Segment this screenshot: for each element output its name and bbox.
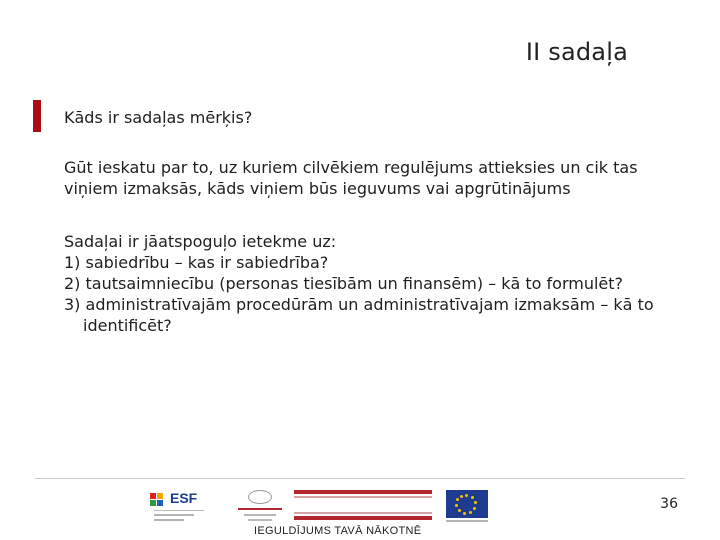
- integration-fund-band: [294, 512, 432, 514]
- program-logo-icon: [248, 490, 272, 504]
- integration-fund-band: [294, 516, 432, 520]
- esf-logo-caption: [154, 510, 204, 521]
- esf-logo: [144, 488, 204, 526]
- impact-item: identificēt?: [83, 316, 172, 335]
- esf-logo-text: ESF: [170, 490, 198, 506]
- integration-fund-band: [294, 490, 432, 494]
- goal-paragraph: Gūt ieskatu par to, uz kuriem cilvēkiem regulējums attieksies un cik tas viņiem izmaksās, kāds viņiem būs ieguvums vai apgrūtinājums: [64, 158, 638, 198]
- eu-logo-caption: [446, 520, 488, 522]
- footer-divider: [35, 478, 685, 479]
- impact-item: 1) sabiedrību – kas ir sabiedrība?: [64, 253, 329, 272]
- section-question: Kāds ir sadaļas mērķis?: [64, 108, 253, 127]
- impact-intro: Sadaļai ir jāatspoguļo ietekme uz:: [64, 232, 337, 251]
- impact-item: 2) tautsaimniecību (personas tiesībām un finansēm) – kā to formulēt?: [64, 274, 624, 293]
- eu-flag-icon: [446, 490, 488, 518]
- impact-paragraph: [64, 231, 694, 336]
- impact-item: 3) administratīvajām procedūrām un administratīvajam izmaksām – kā to: [64, 295, 654, 314]
- slide-title: II sadaļa: [525, 38, 628, 66]
- integration-fund-band: [294, 496, 432, 498]
- integration-fund-logo: [294, 488, 432, 526]
- esf-mark-icon: [150, 493, 172, 505]
- footer-slogan: IEGULDĪJUMS TAVĀ NĀKOTNĒ: [254, 525, 422, 537]
- page-number: 36: [660, 496, 678, 512]
- accent-bar: [33, 100, 41, 132]
- program-logo: [230, 488, 290, 526]
- footer-logos: [134, 488, 504, 528]
- eu-logo: [444, 488, 490, 526]
